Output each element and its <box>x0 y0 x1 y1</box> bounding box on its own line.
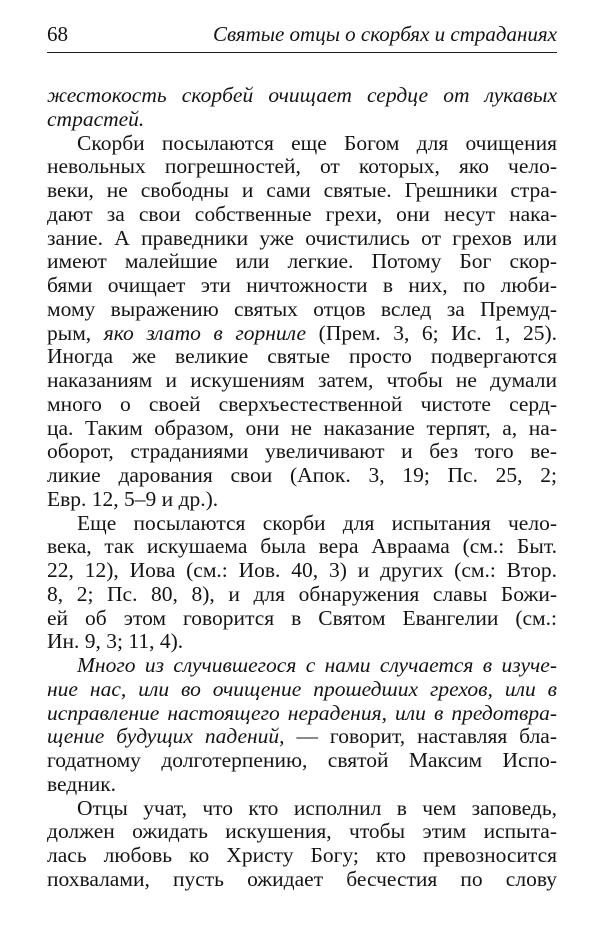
text-segment: Скорби посылаются еще Богом для очищения <box>77 130 557 155</box>
text-line <box>47 797 557 821</box>
text-line <box>47 535 557 559</box>
text-line <box>47 868 557 892</box>
italic-text-segment: яко злато в горниле <box>103 320 307 345</box>
italic-text-segment: Много из случившегося с нами случается в изуче- <box>77 653 557 677</box>
text-line <box>47 322 557 346</box>
text-segment: ведник. <box>47 771 117 796</box>
text-line <box>47 369 557 393</box>
text-line <box>47 298 557 322</box>
text-line <box>47 179 557 203</box>
text-line <box>47 203 557 227</box>
text-segment: Еще посылаются скорби для испытания чело- <box>77 510 557 535</box>
text-segment: Иногда же великие святые просто подвергаются <box>47 344 557 369</box>
text-line <box>47 607 557 631</box>
text-segment: веки, не свободны и сами святые. Грешники стра- <box>47 178 557 202</box>
text-line <box>47 678 557 702</box>
italic-text-segment: жестокость скорбей очищает сердце от лукавых <box>47 83 557 107</box>
text-line <box>47 820 557 844</box>
text-segment: оборот, страданиями увеличивают и без того ве- <box>47 439 557 464</box>
text-segment: Евр. 12, 5–9 и др.). <box>47 486 219 511</box>
text-line <box>47 345 557 369</box>
text-line <box>47 844 557 868</box>
text-segment: мому выражению святых отцов вслед за Премуд- <box>47 296 557 321</box>
text-segment: лась любовь ко Христу Богу; кто превозносится <box>47 843 557 867</box>
text-line <box>47 773 557 797</box>
text-segment: 8, 2; Пс. 80, 8), и для обнаружения славы Божи- <box>47 581 557 606</box>
text-segment: Ин. 9, 3; 11, 4). <box>47 629 184 654</box>
text-line <box>47 512 557 536</box>
italic-text-segment: исправление настоящего нерадения, или в предотвра- <box>47 700 557 725</box>
text-segment: ей об этом говорится в Святом Евангелии (см.: <box>47 605 557 630</box>
text-segment: имеют малейшие или легкие. Потому Бог скор- <box>47 249 557 274</box>
text-line <box>47 559 557 583</box>
text-line <box>47 155 557 179</box>
text-segment: должен ожидать искушения, чтобы этим испыта- <box>47 819 557 844</box>
text-line <box>47 393 557 417</box>
text-line <box>47 84 557 108</box>
text-segment: 22, 12), Иова (см.: Иов. 40, 3) и других (см.: Втор. <box>47 558 557 582</box>
page-number: 68 <box>47 22 68 46</box>
text-segment: похвалами, пусть ожидает бесчестия по слову <box>47 866 557 891</box>
text-line <box>47 440 557 464</box>
text-line <box>47 654 557 678</box>
text-segment: (Прем. 3, 6; Ис. 1, 25). <box>306 320 557 345</box>
text-segment: ца. Таким образом, они не наказание терпят, а, на- <box>47 415 557 440</box>
text-line <box>47 250 557 274</box>
text-segment: века, так искушаема была вера Авраама (см.: Быт. <box>47 534 557 559</box>
text-line <box>47 108 557 132</box>
text-line <box>47 488 557 512</box>
text-segment: ликие дарования свои (Апок. 3, 19; Пс. 25, 2; <box>47 463 557 487</box>
text-line <box>47 583 557 607</box>
italic-text-segment: щение будущих падений, <box>47 724 285 749</box>
text-line <box>47 132 557 156</box>
text-line <box>47 749 557 773</box>
text-line <box>47 702 557 726</box>
italic-text-segment: страстей. <box>47 106 145 131</box>
text-segment: Отцы учат, что кто исполнил в чем заповедь, <box>77 795 557 820</box>
italic-text-segment: ние нас, или во очищение прошедших грехов, или в <box>47 676 557 701</box>
text-segment: наказаниям и искушениям затем, чтобы не думали <box>47 368 557 392</box>
text-segment: много о своей сверхъестественной чистоте серд- <box>47 391 557 416</box>
running-header <box>47 22 557 53</box>
text-segment: бями очищает эти ничтожности в них, по люби- <box>47 273 557 297</box>
text-line <box>47 227 557 251</box>
text-segment: невольных погрешностей, от которых, яко чело- <box>47 154 557 179</box>
text-segment: годатному долготерпению, святой Максим Испо- <box>47 748 557 772</box>
text-segment: зание. А праведники уже очистились от грехов или <box>47 225 557 250</box>
text-line <box>47 417 557 441</box>
text-line <box>47 725 557 749</box>
text-segment: рым, <box>47 320 104 345</box>
text-segment: дают за свои собственные грехи, они несут нака- <box>47 201 557 226</box>
text-line <box>47 630 557 654</box>
running-title: Святые отцы о скорбях и страданиях <box>212 22 557 46</box>
page-body-text <box>47 84 557 892</box>
text-line <box>47 274 557 298</box>
text-segment: — говорит, наставляя бла- <box>284 724 558 749</box>
text-line <box>47 464 557 488</box>
